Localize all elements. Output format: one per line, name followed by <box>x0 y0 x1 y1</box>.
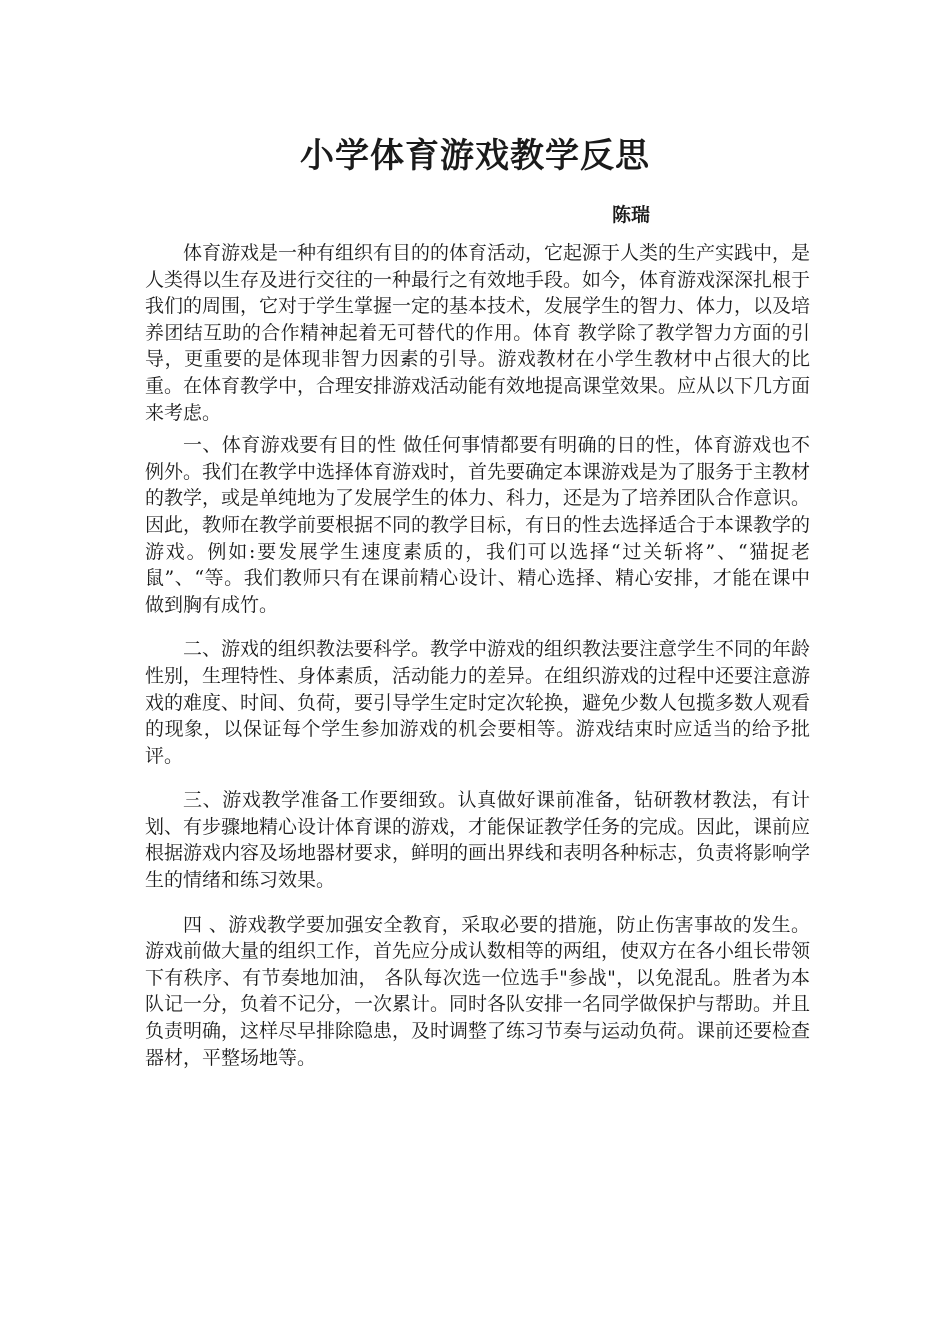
document-author: 陈瑞 <box>612 204 651 226</box>
paragraph-intro: 体育游戏是一种有组织有目的的体育活动，它起源于人类的生产实践中，是人类得以生存及进行交往的一种最行之有效地手段。如今，体育游戏深深扎根于我们的周围，它对于学生掌握一定的基本技术，发展学生的智力、体力，以及培养团结互助的合作精神起着无可替代的作用。体育 教学除了教学智力方面的引导，更重要的是体现非智力因素的引导。游戏教材在小学生教材中占很大的比重。在体育教学中，合理安排游戏活动能有效地提高课堂效果。应从以下几方面来考虑。 <box>145 242 811 424</box>
document-body <box>145 240 810 1071</box>
paragraph-section-three: 三、游戏教学准备工作要细致。认真做好课前准备，钻研教材教法，有计划、有步骤地精心设计体育课的游戏，才能保证教学任务的完成。因此，课前应根据游戏内容及场地器材要求，鲜明的画出界线和表明各种标志，负责将影响学生的情绪和练习效果。 <box>145 789 811 892</box>
paragraph-section-two: 二、游戏的组织教法要科学。教学中游戏的组织教法要注意学生不同的年龄性别，生理特性、身体素质，活动能力的差异。在组织游戏的过程中还要注意游戏的难度、时间、负荷，要引导学生定时定次轮换，避免少数人包揽多数人观看的现象，以保证每个学生参加游戏的机会要相等。游戏结束时应适当的给予批评。 <box>145 638 811 767</box>
paragraph-section-one: 一、体育游戏要有目的性 做任何事情都要有明确的日的性，体育游戏也不例外。我们在教学中选择体育游戏时，首先要确定本课游戏是为了服务于主教材的教学，或是单纯地为了发展学生的体力、科力，还是为了培养团队合作意识。因此，教师在教学前要根据不同的教学目标，有日的性去选择适合于本课教学的游戏。例如:要发展学生速度素质的，我们可以选择“过关斩将”、“猫捉老鼠”、“等。我们教师只有在课前精心设计、精心选择、精心安排，才能在课中做到胸有成竹。 <box>145 434 811 616</box>
paragraph-section-four: 四 、游戏教学要加强安全教育，采取必要的措施，防止伤害事故的发生。游戏前做大量的组织工作，首先应分成认数相等的两组，使双方在各小组长带领下有秩序、有节奏地加油， 各队每次选一位选手"参战"，以免混乱。胜者为本队记一分，负着不记分，一次累计。同时各队安排一名同学做保护与帮助。并且负责明确，这样尽早排除隐患，及时调整了练习节奏与运动负荷。课前还要检查器材，平整场地等。 <box>145 913 811 1069</box>
document-title: 小学体育游戏教学反思 <box>300 136 650 176</box>
